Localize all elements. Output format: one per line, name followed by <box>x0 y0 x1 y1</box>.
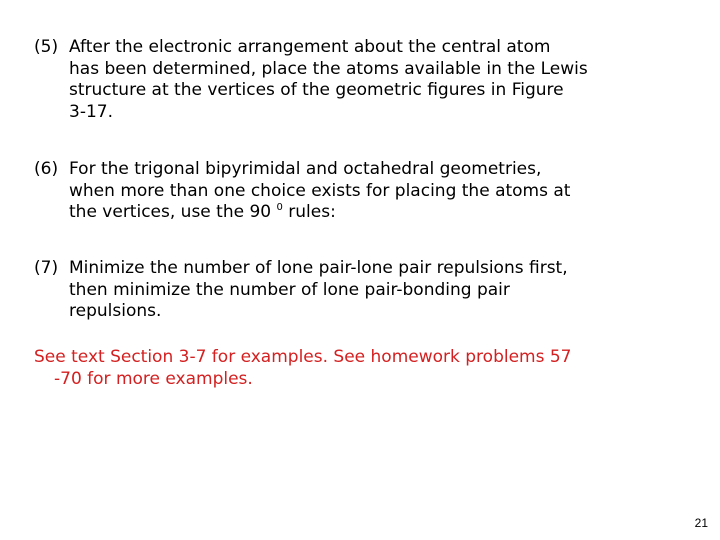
item-number: (6) <box>34 159 59 179</box>
list-item-7 <box>34 258 674 323</box>
item-number: (5) <box>34 37 59 57</box>
list-item-5 <box>34 37 674 123</box>
item-text-before: For the trigonal bipyrimidal and octahedral geometries, when more than one choice exists for placing the atoms at the vertices, use the 90 <box>69 159 571 222</box>
item-text <box>34 159 674 224</box>
note-line-2: -70 for more examples. <box>54 368 253 389</box>
item-number: (7) <box>34 258 59 278</box>
page-number: 21 <box>694 516 708 530</box>
item-text-after: rules: <box>282 202 336 222</box>
degree-superscript: 0 <box>276 202 283 213</box>
item-text: Minimize the number of lone pair-lone pair repulsions first, then minimize the number of lone pair-bonding pair repulsions. <box>69 258 568 321</box>
item-text: After the electronic arrangement about the central atom has been determined, place the atoms available in the Lewis structure at the vertices of the geometric figures in Figure 3-17. <box>69 37 588 122</box>
list-item-6 <box>34 159 674 224</box>
reference-note <box>34 347 674 390</box>
note-line-1: See text Section 3-7 for examples. See homework problems 57 <box>34 347 572 367</box>
